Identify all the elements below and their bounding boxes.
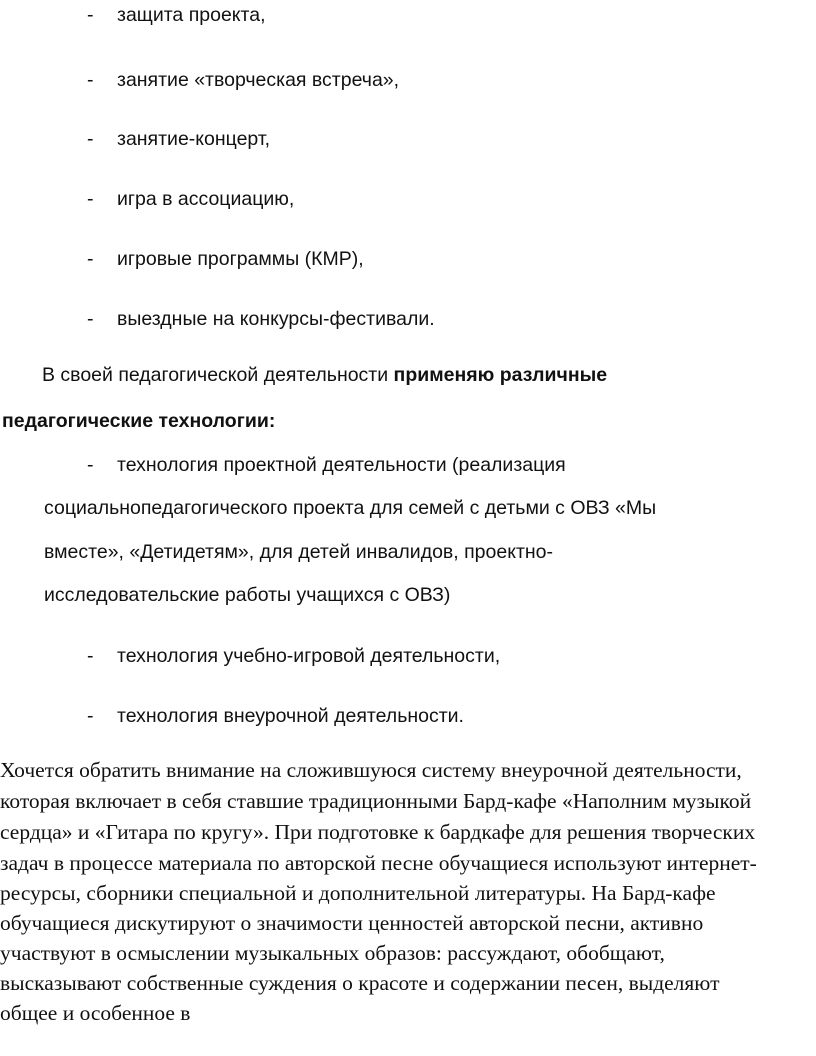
list-dash: -	[87, 69, 94, 91]
tech-intro-text: В своей педагогической деятельности	[42, 364, 394, 386]
list-dash: -	[87, 188, 94, 210]
list-dash: -	[87, 248, 94, 270]
list-dash: -	[87, 645, 94, 667]
list-dash: -	[87, 308, 94, 330]
tech-item-text: технология учебно-игровой деятельности,	[117, 645, 501, 667]
tech-item-text: исследовательские работы учащихся с ОВЗ)	[44, 584, 451, 606]
tech-item-text: вместе», «Детидетям», для детей инвалидов, проектно-	[44, 541, 553, 563]
paragraph-line: сердца» и «Гитара по кругу». При подготовке к бардкафе для решения творческих	[0, 820, 756, 844]
list-item-text: занятие-концерт,	[117, 128, 271, 150]
tech-item-text: технология внеурочной деятельности.	[117, 705, 464, 727]
list-item-text: занятие «творческая встреча»,	[117, 69, 400, 91]
paragraph-line: общее и особенное в	[0, 1001, 191, 1025]
tech-item-text: социальнопедагогического проекта для семей с детьми с ОВЗ «Мы	[44, 497, 657, 519]
tech-item-continuation	[44, 496, 656, 520]
list-item-text: выездные на конкурсы-фестивали.	[117, 308, 435, 330]
tech-item-text: технология проектной деятельности (реализация	[117, 454, 566, 476]
paragraph-line: которая включает в себя ставшие традиционными Бард-кафе «Наполним музыкой	[0, 789, 752, 813]
paragraph-line: высказывают собственные суждения о красоте и содержании песен, выделяют	[0, 971, 720, 995]
tech-item-continuation	[44, 540, 553, 564]
tech-item-continuation	[44, 583, 450, 607]
list-item-text: защита проекта,	[117, 4, 266, 26]
tech-intro-line1	[42, 363, 607, 387]
paragraph-line: ресурсы, сборники специальной и дополнительной литературы. На Бард-кафе	[0, 881, 716, 905]
tech-intro-bold-continued: педагогические технологии:	[2, 410, 276, 432]
tech-intro-line2	[2, 409, 275, 433]
tech-intro-bold: применяю различные	[393, 364, 608, 386]
paragraph-line: задач в процессе материала по авторской песне обучащиеся используют интернет-	[0, 851, 757, 875]
list-dash: -	[87, 705, 94, 727]
paragraph-line: обучащиеся дискутируют о значимости ценностей авторской песни, активно	[0, 911, 704, 935]
list-dash: -	[87, 454, 94, 476]
paragraph-line: участвуют в осмыслении музыкальных образов: рассуждают, обобщают,	[0, 941, 665, 965]
list-item-text: игровые программы (КМР),	[117, 248, 364, 270]
list-item-text: игра в ассоциацию,	[117, 188, 295, 210]
list-dash: -	[87, 4, 94, 26]
paragraph-line: Хочется обратить внимание на сложившуюся систему внеурочной деятельности,	[0, 758, 742, 782]
list-dash: -	[87, 128, 94, 150]
